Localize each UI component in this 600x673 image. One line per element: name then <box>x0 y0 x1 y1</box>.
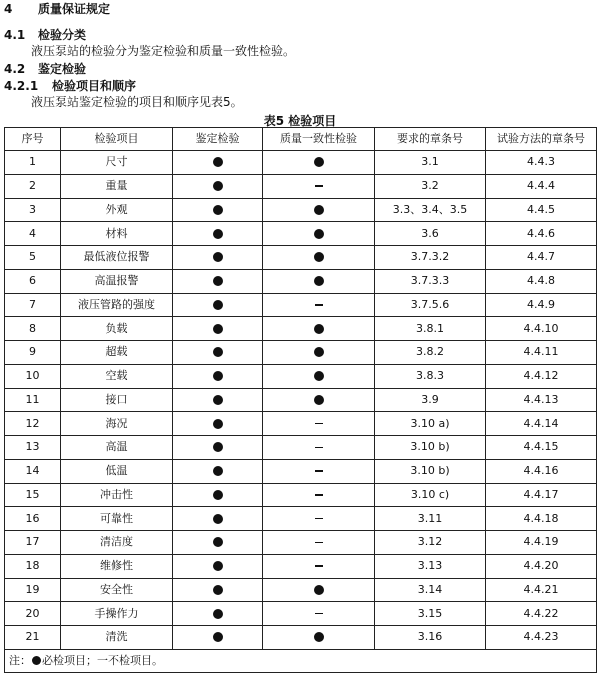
filled-dot-icon <box>314 276 324 286</box>
section-number: 4.2 <box>4 62 26 76</box>
table-caption: 表5 检验项目 <box>263 114 337 128</box>
section-title: 检验分类 <box>38 28 87 42</box>
cell-item: 超载 <box>61 341 173 365</box>
table-row <box>5 364 597 388</box>
filled-dot-icon <box>213 419 223 429</box>
cell-conformance <box>263 388 375 412</box>
cell-no: 4 <box>5 222 61 246</box>
cell-test-method: 4.4.3 <box>486 151 597 175</box>
table-row <box>5 198 597 222</box>
cell-conformance <box>263 531 375 555</box>
cell-qualification <box>173 483 263 507</box>
cell-requirement: 3.10 c) <box>375 483 486 507</box>
table-body <box>5 151 597 650</box>
filled-dot-icon <box>213 514 223 524</box>
filled-dot-icon <box>314 371 324 381</box>
table-row <box>5 269 597 293</box>
cell-no: 7 <box>5 293 61 317</box>
cell-conformance <box>263 483 375 507</box>
cell-item: 液压管路的强度 <box>61 293 173 317</box>
cell-conformance <box>263 222 375 246</box>
cell-qualification <box>173 626 263 650</box>
cell-requirement: 3.3、3.4、3.5 <box>375 198 486 222</box>
cell-qualification <box>173 341 263 365</box>
table-row <box>5 554 597 578</box>
cell-item: 高温 <box>61 436 173 460</box>
cell-no: 15 <box>5 483 61 507</box>
cell-no: 19 <box>5 578 61 602</box>
section-title: 检验项目和顺序 <box>52 79 137 93</box>
note-required-text: 必检项目； <box>42 653 97 667</box>
cell-qualification <box>173 198 263 222</box>
table-row <box>5 293 597 317</box>
cell-item: 尺寸 <box>61 151 173 175</box>
cell-no: 2 <box>5 174 61 198</box>
cell-qualification <box>173 317 263 341</box>
table-row <box>5 483 597 507</box>
cell-requirement: 3.10 a) <box>375 412 486 436</box>
cell-test-method: 4.4.19 <box>486 531 597 555</box>
section-number: 4.2.1 <box>4 79 39 93</box>
cell-item: 可靠性 <box>61 507 173 531</box>
cell-requirement: 3.14 <box>375 578 486 602</box>
cell-no: 1 <box>5 151 61 175</box>
cell-test-method: 4.4.14 <box>486 412 597 436</box>
cell-no: 14 <box>5 459 61 483</box>
cell-qualification <box>173 364 263 388</box>
section-4-2-1-heading <box>4 79 136 93</box>
cell-requirement: 3.7.3.3 <box>375 269 486 293</box>
filled-dot-icon <box>314 324 324 334</box>
section-title: 质量保证规定 <box>38 2 111 16</box>
cell-test-method: 4.4.17 <box>486 483 597 507</box>
cell-no: 12 <box>5 412 61 436</box>
cell-requirement: 3.1 <box>375 151 486 175</box>
dash-icon <box>315 423 323 425</box>
note-not-text: 一不检项目。 <box>97 653 163 667</box>
cell-no: 6 <box>5 269 61 293</box>
cell-item: 重量 <box>61 174 173 198</box>
cell-test-method: 4.4.20 <box>486 554 597 578</box>
cell-conformance <box>263 246 375 270</box>
filled-dot-icon <box>314 585 324 595</box>
dash-icon <box>315 613 323 615</box>
cell-qualification <box>173 459 263 483</box>
filled-dot-icon <box>213 490 223 500</box>
cell-conformance <box>263 412 375 436</box>
section-4-2-heading <box>4 62 86 76</box>
cell-test-method: 4.4.23 <box>486 626 597 650</box>
cell-no: 3 <box>5 198 61 222</box>
cell-requirement: 3.15 <box>375 602 486 626</box>
section-4-heading <box>4 2 110 16</box>
filled-dot-icon <box>213 466 223 476</box>
filled-dot-icon <box>314 632 324 642</box>
inspection-items-table <box>4 127 597 673</box>
cell-test-method: 4.4.5 <box>486 198 597 222</box>
dash-icon <box>315 447 323 449</box>
cell-conformance <box>263 198 375 222</box>
section-4-1-text: 液压泵站的检验分为鉴定检验和质量一致性检验。 <box>31 44 296 58</box>
cell-test-method: 4.4.10 <box>486 317 597 341</box>
table-row <box>5 246 597 270</box>
cell-requirement: 3.12 <box>375 531 486 555</box>
cell-no: 10 <box>5 364 61 388</box>
filled-dot-icon <box>213 371 223 381</box>
cell-conformance <box>263 459 375 483</box>
filled-dot-icon <box>213 300 223 310</box>
filled-dot-icon <box>213 442 223 452</box>
cell-test-method: 4.4.7 <box>486 246 597 270</box>
filled-dot-icon <box>213 609 223 619</box>
dash-icon <box>315 304 323 306</box>
filled-dot-icon <box>314 347 324 357</box>
cell-no: 16 <box>5 507 61 531</box>
cell-no: 20 <box>5 602 61 626</box>
cell-requirement: 3.9 <box>375 388 486 412</box>
cell-requirement: 3.8.3 <box>375 364 486 388</box>
cell-qualification <box>173 388 263 412</box>
cell-item: 清洁度 <box>61 531 173 555</box>
cell-test-method: 4.4.11 <box>486 341 597 365</box>
header-no: 序号 <box>5 128 61 151</box>
cell-test-method: 4.4.6 <box>486 222 597 246</box>
table-row <box>5 341 597 365</box>
cell-no: 18 <box>5 554 61 578</box>
cell-no: 11 <box>5 388 61 412</box>
cell-test-method: 4.4.9 <box>486 293 597 317</box>
cell-test-method: 4.4.4 <box>486 174 597 198</box>
filled-dot-icon <box>213 252 223 262</box>
filled-dot-icon <box>213 537 223 547</box>
table-row <box>5 151 597 175</box>
cell-qualification <box>173 222 263 246</box>
cell-item: 接口 <box>61 388 173 412</box>
section-4-2-1-text: 液压泵站鉴定检验的项目和顺序见表5。 <box>31 95 243 109</box>
filled-dot-icon <box>314 205 324 215</box>
cell-qualification <box>173 602 263 626</box>
table-row <box>5 388 597 412</box>
table-row <box>5 578 597 602</box>
table-note-row <box>5 649 597 672</box>
table-row <box>5 436 597 460</box>
filled-dot-icon <box>314 395 324 405</box>
cell-test-method: 4.4.18 <box>486 507 597 531</box>
cell-qualification <box>173 554 263 578</box>
cell-conformance <box>263 554 375 578</box>
cell-requirement: 3.11 <box>375 507 486 531</box>
cell-test-method: 4.4.13 <box>486 388 597 412</box>
cell-item: 空载 <box>61 364 173 388</box>
table-row <box>5 459 597 483</box>
header-qualification: 鉴定检验 <box>173 128 263 151</box>
cell-no: 17 <box>5 531 61 555</box>
cell-item: 安全性 <box>61 578 173 602</box>
cell-item: 清洗 <box>61 626 173 650</box>
filled-dot-icon <box>213 229 223 239</box>
dash-icon <box>315 494 323 496</box>
table-row <box>5 626 597 650</box>
filled-dot-icon <box>213 395 223 405</box>
table-row <box>5 222 597 246</box>
cell-conformance <box>263 151 375 175</box>
cell-conformance <box>263 507 375 531</box>
cell-conformance <box>263 602 375 626</box>
cell-requirement: 3.10 b) <box>375 436 486 460</box>
cell-test-method: 4.4.16 <box>486 459 597 483</box>
cell-qualification <box>173 436 263 460</box>
dash-icon <box>315 518 323 520</box>
cell-conformance <box>263 293 375 317</box>
cell-item: 材料 <box>61 222 173 246</box>
table-note <box>5 649 597 672</box>
cell-no: 21 <box>5 626 61 650</box>
cell-item: 海况 <box>61 412 173 436</box>
table-row <box>5 412 597 436</box>
cell-conformance <box>263 317 375 341</box>
filled-dot-icon <box>314 252 324 262</box>
table-header-row <box>5 128 597 151</box>
table-row <box>5 531 597 555</box>
cell-requirement: 3.10 b) <box>375 459 486 483</box>
note-prefix: 注： <box>9 653 31 667</box>
cell-qualification <box>173 293 263 317</box>
cell-test-method: 4.4.8 <box>486 269 597 293</box>
cell-qualification <box>173 269 263 293</box>
header-requirement: 要求的章条号 <box>375 128 486 151</box>
cell-qualification <box>173 174 263 198</box>
cell-conformance <box>263 578 375 602</box>
cell-item: 冲击性 <box>61 483 173 507</box>
cell-conformance <box>263 269 375 293</box>
filled-dot-icon <box>213 347 223 357</box>
filled-dot-icon <box>213 585 223 595</box>
filled-dot-icon <box>213 157 223 167</box>
cell-test-method: 4.4.15 <box>486 436 597 460</box>
table-row <box>5 174 597 198</box>
filled-dot-icon <box>213 205 223 215</box>
cell-no: 9 <box>5 341 61 365</box>
cell-item: 手操作力 <box>61 602 173 626</box>
cell-item: 外观 <box>61 198 173 222</box>
filled-dot-icon <box>213 632 223 642</box>
cell-qualification <box>173 246 263 270</box>
cell-requirement: 3.13 <box>375 554 486 578</box>
cell-item: 负载 <box>61 317 173 341</box>
cell-requirement: 3.7.5.6 <box>375 293 486 317</box>
cell-qualification <box>173 578 263 602</box>
cell-test-method: 4.4.22 <box>486 602 597 626</box>
cell-conformance <box>263 174 375 198</box>
cell-requirement: 3.2 <box>375 174 486 198</box>
cell-test-method: 4.4.12 <box>486 364 597 388</box>
filled-dot-icon <box>314 157 324 167</box>
dash-icon <box>315 470 323 472</box>
section-number: 4.1 <box>4 28 26 42</box>
cell-requirement: 3.6 <box>375 222 486 246</box>
header-test-method: 试验方法的章条号 <box>486 128 597 151</box>
cell-requirement: 3.16 <box>375 626 486 650</box>
cell-qualification <box>173 151 263 175</box>
section-title: 鉴定检验 <box>38 62 87 76</box>
cell-requirement: 3.8.2 <box>375 341 486 365</box>
cell-conformance <box>263 364 375 388</box>
cell-conformance <box>263 341 375 365</box>
filled-dot-icon <box>213 561 223 571</box>
cell-requirement: 3.8.1 <box>375 317 486 341</box>
cell-qualification <box>173 507 263 531</box>
cell-item: 高温报警 <box>61 269 173 293</box>
table-row <box>5 317 597 341</box>
filled-dot-icon <box>213 276 223 286</box>
cell-item: 最低液位报警 <box>61 246 173 270</box>
cell-no: 8 <box>5 317 61 341</box>
header-item: 检验项目 <box>61 128 173 151</box>
cell-item: 低温 <box>61 459 173 483</box>
table-row <box>5 507 597 531</box>
cell-test-method: 4.4.21 <box>486 578 597 602</box>
dash-icon <box>315 185 323 187</box>
filled-dot-icon <box>213 181 223 191</box>
filled-dot-icon <box>213 324 223 334</box>
dash-icon <box>315 565 323 567</box>
cell-item: 维修性 <box>61 554 173 578</box>
cell-no: 13 <box>5 436 61 460</box>
header-conformance: 质量一致性检验 <box>263 128 375 151</box>
table-row <box>5 602 597 626</box>
cell-conformance <box>263 626 375 650</box>
filled-dot-icon <box>314 229 324 239</box>
cell-qualification <box>173 412 263 436</box>
filled-dot-icon <box>32 656 41 665</box>
section-number: 4 <box>4 2 13 16</box>
cell-conformance <box>263 436 375 460</box>
cell-no: 5 <box>5 246 61 270</box>
dash-icon <box>315 542 323 544</box>
section-4-1-heading <box>4 28 86 42</box>
cell-qualification <box>173 531 263 555</box>
cell-requirement: 3.7.3.2 <box>375 246 486 270</box>
